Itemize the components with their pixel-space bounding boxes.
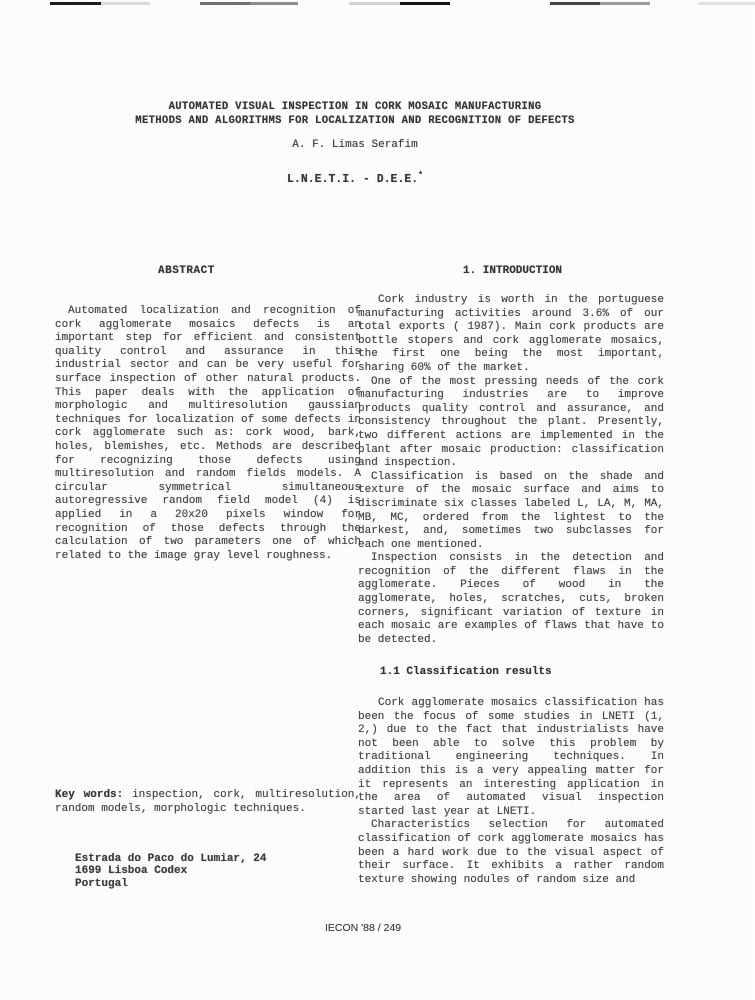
text-line: cork agglomerate mosaics defects is an [55, 318, 361, 331]
text-line: bottle stopers and cork agglomerate mosaics, [358, 334, 664, 347]
scan-artifact-line [400, 2, 450, 5]
intro-paragraph-2 [358, 376, 664, 471]
abstract-body [55, 305, 361, 563]
scan-artifact-line [349, 2, 400, 5]
text-line: texture of the mosaic surface and aims to [358, 484, 664, 497]
text-line: Automated localization and recognition of [68, 305, 361, 317]
text-line: industrial sector and can be very useful for [55, 359, 361, 372]
text-line: Cork agglomerate mosaics classification has [378, 697, 664, 709]
text-line: cork agglomerate such as: cork wood, bark, [55, 427, 361, 440]
text-line: techniques for localization of some defects in [55, 413, 361, 426]
keywords-line2: random models, morphologic techniques. [55, 802, 306, 815]
text-line: not been able to solve this problem by [358, 737, 664, 750]
text-line: agglomerate. Pieces of wood in the [358, 579, 664, 592]
section-1-1-paragraph-2 [358, 819, 664, 887]
text-line: holes, blemishes, etc. Methods are described [55, 440, 361, 453]
text-line: the first one being the most important, [358, 348, 664, 361]
keywords-line1-rest: inspection, cork, multiresolution, [123, 789, 361, 801]
paper-title-line1: AUTOMATED VISUAL INSPECTION IN CORK MOSAIC MANUFACTURING [168, 101, 542, 113]
intro-paragraph-1 [358, 294, 664, 376]
text-line: surface inspection of other natural products. [55, 372, 361, 385]
text-line: and inspection. [358, 457, 458, 470]
introduction-body [358, 294, 664, 647]
text-line: agglomerate, holes, scratches, cuts, broken [358, 593, 664, 606]
keywords-label: Key words: [55, 789, 124, 801]
text-line: for recognizing those defects using [55, 454, 361, 467]
text-line: discriminate six classes labeled L, LA, M, MA, [358, 497, 664, 510]
author-name: A. F. Limas Serafim [292, 139, 418, 151]
text-line: related to the image gray level roughness. [55, 549, 333, 562]
intro-paragraph-4 [358, 552, 664, 647]
affiliation [0, 171, 710, 186]
text-line: two different actions are implemented in the [358, 429, 664, 442]
affiliation-text: L.N.E.T.I. - D.E.E. [287, 172, 419, 186]
paper-title-line2: METHODS AND ALGORITHMS FOR LOCALIZATION AND RECOGNITION OF DEFECTS [135, 115, 575, 127]
text-line: Inspection consists in the detection and [371, 552, 664, 565]
text-line: plant after mosaic production: classification [358, 443, 664, 456]
address-line-street: Estrada do Paco do Lumiar, 24 [75, 853, 267, 865]
text-line: calculation of two parameters one of which [55, 536, 361, 549]
text-line: recognition of those defects through the [55, 522, 361, 535]
text-line: autoregressive random field model (4) is [55, 495, 361, 508]
text-line: darkest, and, sometimes two subclasses for [358, 525, 664, 538]
abstract-heading: ABSTRACT [158, 265, 215, 277]
text-line: sharing 60% of the market. [358, 361, 530, 374]
text-line: their surface. It exhibits a rather random [358, 860, 664, 873]
keywords-line1 [55, 789, 361, 803]
text-line: been the focus of some studies in LNETI (1, [358, 710, 664, 723]
proceedings-footer: IECON '88 / 249 [325, 922, 402, 934]
scan-artifact-line [101, 2, 150, 5]
text-line: traditional engineering techniques. In [358, 751, 664, 764]
text-line: 2,) due to the fact that industrialists have [358, 724, 664, 737]
address-block [75, 853, 266, 890]
text-line: MB, MC, ordered from the lightest to the [358, 511, 664, 524]
text-line: applied in a 20x20 pixels window for [55, 508, 361, 521]
scan-artifact-line [600, 2, 650, 5]
section-1-1-paragraph-1 [358, 697, 664, 819]
text-line: recognition of the different flaws in the [358, 565, 664, 578]
text-line: each mosaic are examples of flaws that have to [358, 620, 664, 633]
address-line-country: Portugal [75, 877, 128, 890]
text-line: it represents an interesting application in [358, 778, 664, 791]
section-1-1-heading: 1.1 Classification results [380, 666, 552, 678]
intro-paragraph-3 [358, 471, 664, 553]
scan-artifact-line [50, 2, 101, 5]
text-line: Classification is based on the shade and [371, 470, 664, 483]
affiliation-footnote-marker: * [418, 171, 423, 180]
scan-artifact-line [200, 2, 250, 5]
text-line: This paper deals with the application of [55, 386, 361, 399]
text-line: been a hard work due to the visual aspect of [358, 846, 664, 859]
text-line: One of the most pressing needs of the cork [371, 375, 664, 388]
keywords-block [55, 789, 361, 816]
text-line: quality control and assurance in this [55, 345, 361, 358]
text-line: Cork industry is worth in the portuguese [378, 294, 664, 306]
text-line: manufacturing industries are to improve [358, 389, 664, 402]
text-line: manufacturing activities around 3.6% of our [358, 307, 664, 320]
text-line: multiresolution and random fields models. A [55, 468, 361, 481]
text-line: addition this is a very appealing matter for [358, 764, 664, 777]
text-line: each one mentioned. [358, 538, 484, 551]
text-line: circular symmetrical simultaneous [55, 481, 361, 494]
scan-artifact-line [698, 2, 755, 5]
text-line: consistency throughout the plant. Presently, [358, 416, 664, 429]
text-line: total exports ( 1987). Main cork products are [358, 321, 664, 334]
text-line: started last year at LNETI. [358, 805, 537, 818]
text-line: important step for efficient and consistent [55, 332, 361, 345]
text-line: Characteristics selection for automated [371, 819, 664, 832]
text-line: morphologic and multiresolution gaussian [55, 400, 361, 413]
text-line: corners, significant variation of texture in [358, 606, 664, 619]
text-line: products quality control and assurance, and [358, 402, 664, 415]
scan-artifact-line [550, 2, 600, 5]
scan-artifact-line [250, 2, 298, 5]
text-line: texture showing nodules of random size and [358, 873, 636, 886]
text-line: the area of automated visual inspection [358, 792, 664, 805]
text-line: be detected. [358, 633, 438, 646]
text-line: classification of cork agglomerate mosaics has [358, 832, 664, 845]
address-line-city: 1699 Lisboa Codex [75, 865, 188, 878]
introduction-heading: 1. INTRODUCTION [463, 265, 563, 277]
section-1-1-body [358, 697, 664, 887]
